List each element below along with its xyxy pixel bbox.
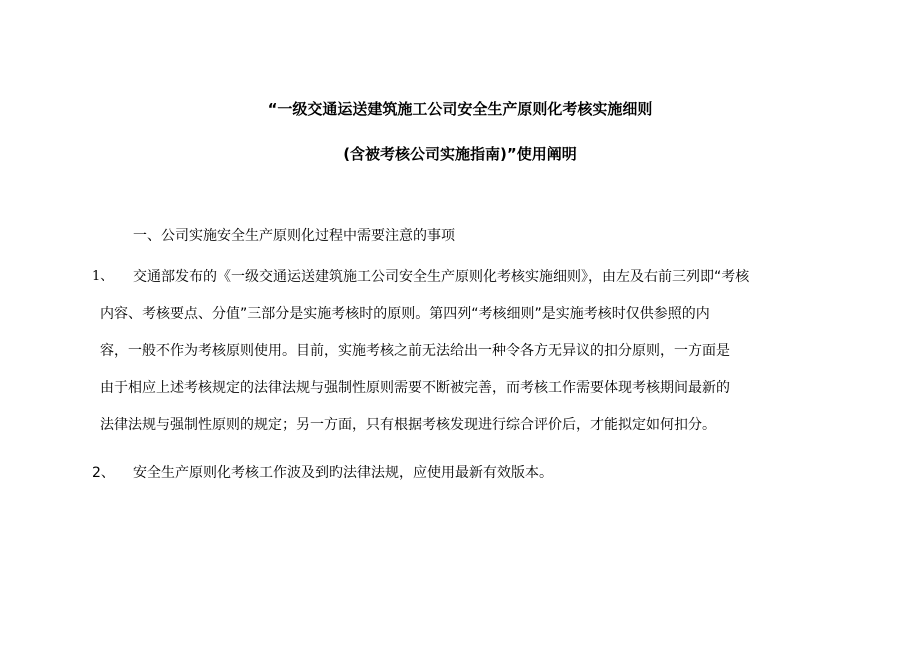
- document-title-line-2: (含被考核公司实施指南)”使用阐明: [343, 145, 577, 163]
- paragraph-line: 法律法规与强制性原则的规定；另一方面，只有根据考核发现进行综合评价后，才能拟定如何扣分。: [100, 417, 716, 433]
- document-title-line-1: “一级交通运送建筑施工公司安全生产原则化考核实施细则: [267, 100, 653, 118]
- paragraph-line: 由于相应上述考核规定的法律法规与强制性原则需要不断被完善，而考核工作需要体现考核期间最新的: [100, 380, 730, 396]
- section-heading: 一、公司实施安全生产原则化过程中需要注意的事项: [133, 228, 455, 244]
- list-item-2-marker: 2、: [92, 465, 115, 481]
- list-item-2-body: [133, 464, 832, 482]
- list-item-1-body: [100, 268, 832, 434]
- paragraph-line: 安全生产原则化考核工作波及到旳法律法规，应使用最新有效版本。: [133, 465, 553, 481]
- list-item-1-marker: 1、: [92, 269, 114, 284]
- paragraph-line: 交通部发布的《一级交通运送建筑施工公司安全生产原则化考核实施细则》，由左及右前三列即“考核: [133, 269, 750, 285]
- paragraph-line: 内容、考核要点、分值”三部分是实施考核时的原则。第四列“考核细则”是实施考核时仅供参照的内: [100, 306, 710, 322]
- paragraph-line: 容，一般不作为考核原则使用。目前，实施考核之前无法给出一种令各方无异议的扣分原则，一方面是: [100, 343, 730, 359]
